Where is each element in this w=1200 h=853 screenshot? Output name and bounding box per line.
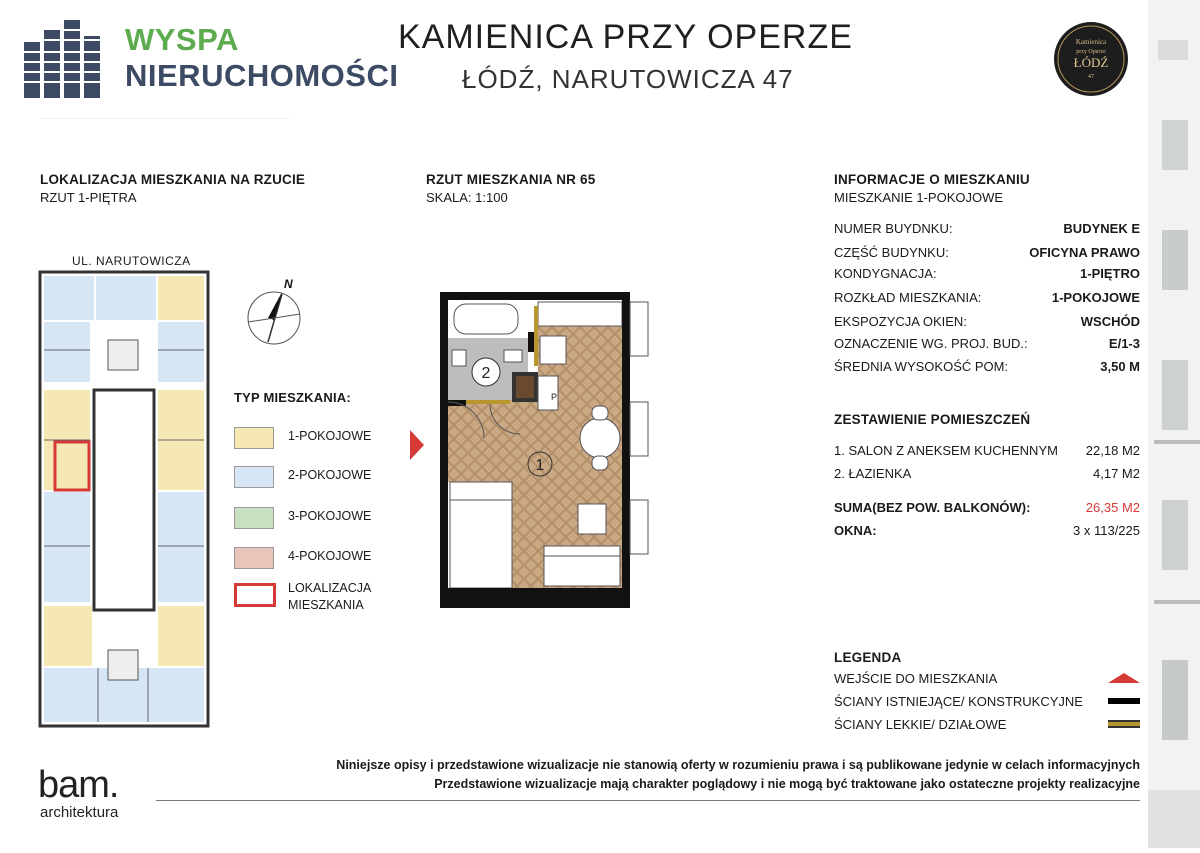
info-title: INFORMACJE O MIESZKANIU [834,172,1030,187]
room-row: 2. ŁAZIENKA 4,17 M2 [834,466,1140,481]
footer-divider [156,800,1140,801]
location-swatch [234,583,276,607]
street-label: UL. NARUTOWICZA [72,254,191,268]
legend-title: LEGENDA [834,650,902,665]
seal-line1: Kamienica [1075,38,1107,46]
info-row: ROZKŁAD MIESZKANIA: 1-POKOJOWE [834,290,1140,305]
type-1-swatch [234,427,274,449]
brand-name-line1: WYSPA [125,22,239,57]
location-label-1: LOKALIZACJA [288,581,372,595]
brand-logo-icon [22,16,102,105]
legend-entrance: WEJŚCIE DO MIESZKANIA [834,671,1140,686]
plan-title: RZUT MIESZKANIA NR 65 [426,172,596,187]
info-row: CZĘŚĆ BUDYNKU: OFICYNA PRAWO [834,245,1140,260]
type-2-label: 2-POKOJOWE [288,468,372,482]
rooms-title: ZESTAWIENIE POMIESZCZEŃ [834,412,1031,427]
info-row: EKSPOZYCJA OKIEN: WSCHÓD [834,314,1140,329]
type-2-swatch [234,466,274,488]
page-address: ŁÓDŹ, NARUTOWICZA 47 [462,64,794,94]
architect-logo-sub: architektura [40,804,119,821]
info-subtitle: MIESZKANIE 1-POKOJOWE [834,190,1004,205]
disclaimer-line1: Niniejsze opisy i przedstawione wizualizacje nie stanowią oferty w rozumieniu prawa i są publikowane jedynie w celach informacyjnych [336,758,1140,772]
page-title: KAMIENICA PRZY OPERZE [398,18,853,56]
facade-photo-strip [1148,0,1200,848]
info-row: KONDYGNACJA: 1-PIĘTRO [834,266,1140,281]
type-4-label: 4-POKOJOWE [288,549,372,563]
legend-structural-walls: ŚCIANY ISTNIEJĄCE/ KONSTRUKCYJNE [834,694,1140,709]
architect-logo: bam. [38,764,119,806]
info-row: ŚREDNIA WYSOKOŚĆ POM: 3,50 M [834,359,1140,374]
seal-logo [1052,20,1130,103]
disclaimer-line2: Przedstawione wizualizacje mają charakter poglądowy i nie mogą być traktowane jako ostateczne projekty realizacyjne [434,777,1140,791]
room-2-label: 2 [481,365,491,382]
apartment-floor-plan [440,292,656,613]
type-3-label: 3-POKOJOWE [288,509,372,523]
info-row: OZNACZENIE WG. PROJ. BUD.: E/1-3 [834,336,1140,351]
windows-row: OKNA: 3 x 113/225 [834,523,1140,538]
location-title: LOKALIZACJA MIESZKANIA NA RZUCIE [40,172,306,187]
type-1-label: 1-POKOJOWE [288,429,372,443]
type-3-swatch [234,507,274,529]
divider [40,118,290,119]
seal-line3: ŁÓDŹ [1073,55,1109,70]
light-wall-icon [1108,720,1140,728]
brand-name-line2: NIERUCHOMOŚCI [125,58,399,93]
types-title: TYP MIESZKANIA: [234,390,351,405]
building-floor-plan [38,270,210,735]
compass-icon [246,276,306,353]
info-row: NUMER BUYDNKU: BUDYNEK E [834,221,1140,236]
seal-line2: przy Operze [1076,49,1106,55]
entrance-arrow-icon [410,430,424,465]
plan-scale: SKALA: 1:100 [426,190,508,205]
sum-row: SUMA(BEZ POW. BALKONÓW): 26,35 M2 [834,500,1140,515]
location-label-2: MIESZKANIA [288,598,364,612]
fridge-label: P [550,392,558,402]
legend-light-walls: ŚCIANY LEKKIE/ DZIAŁOWE [834,717,1140,732]
entrance-triangle-icon [1108,673,1140,683]
location-subtitle: RZUT 1-PIĘTRA [40,190,137,205]
room-1-label: 1 [535,457,545,474]
seal-line4: 47 [1088,74,1094,80]
room-row: 1. SALON Z ANEKSEM KUCHENNYM 22,18 M2 [834,443,1140,458]
compass-n: N [284,277,293,291]
structural-wall-icon [1108,698,1140,704]
type-4-swatch [234,547,274,569]
